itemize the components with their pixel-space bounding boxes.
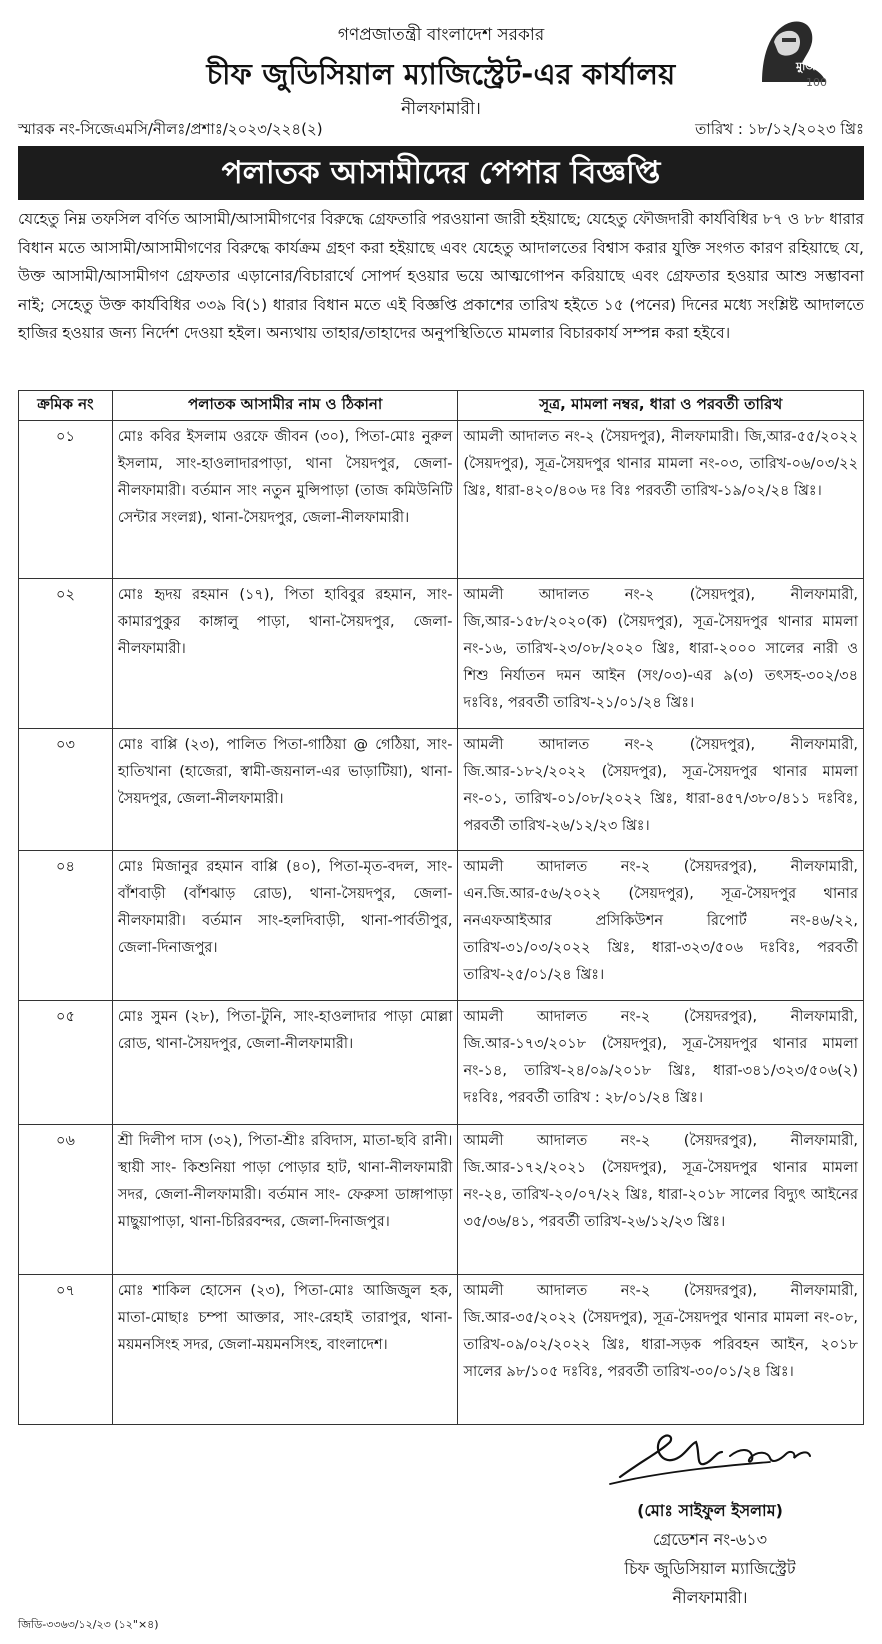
accused-cell: মোঃ কবির ইসলাম ওরফে জীবন (৩০), পিতা-মোঃ নুরুল ইসলাম, সাং-হাওলাদারপাড়া, থানা সৈয়দপুর, জেলা-নীলফামারী। বর্তমান সাং নতুন মুন্সিপাড়া (তাজ কমিউনিটি সেন্টার সংলগ্ন), থানা-সৈয়দপুর, জেলা-নীলফামারী।	[112, 421, 458, 579]
table-row	[19, 579, 864, 729]
table-row	[19, 851, 864, 1001]
header-accused: পলাতক আসামীর নাম ও ঠিকানা	[112, 391, 458, 421]
accused-cell: শ্রী দিলীপ দাস (৩২), পিতা-শ্রীঃ রবিদাস, মাতা-ছবি রানী। স্থায়ী সাং- কিশুনিয়া পাড়া পোড়ার হাট, থানা-নীলফামারী সদর, জেলা-নীলফামারী। বর্তমান সাং- ফেরুসা ডাঙ্গাপাড়া মাছুয়াপাড়া, থানা-চিরিরবন্দর, জেলা-দিনাজপুর।	[112, 1125, 458, 1275]
table-row	[19, 1001, 864, 1125]
handwritten-signature-icon	[600, 1422, 830, 1492]
serial-cell: ০২	[19, 579, 113, 729]
header-serial: ক্রমিক নং	[19, 391, 113, 421]
serial-cell: ০৩	[19, 729, 113, 851]
district-name: নীলফামারী।	[401, 99, 481, 119]
serial-cell: ০৬	[19, 1125, 113, 1275]
absconding-accused-table	[18, 390, 864, 1425]
table-header-row	[19, 391, 864, 421]
svg-text:মুজিব: মুজিব	[796, 60, 822, 73]
serial-cell: ০৪	[19, 851, 113, 1001]
case-cell: আমলী আদালত নং-২ (সৈয়দরপুর), নীলফামারী, এন.জি.আর-৫৬/২০২২ (সৈয়দপুর), সূত্র-সৈয়দপুর থানার ননএফআইআর প্রসিকিউশন রিপোর্ট নং-৪৬/২২, তারিখ-৩১/০৩/২০২২ খ্রিঃ, ধারা-৩২৩/৫০৬ দঃবিঃ, পরবর্তী তারিখ-২৫/০১/২৪ খ্রিঃ।	[458, 851, 864, 1001]
signatory-place: নীলফামারী।	[672, 1588, 748, 1607]
accused-cell: মোঃ হৃদয় রহমান (১৭), পিতা হাবিবুর রহমান, সাং-কামারপুকুর কাঙ্গালু পাড়া, থানা-সৈয়দপুর, জেলা-নীলফামারী।	[112, 579, 458, 729]
accused-cell: মোঃ মিজানুর রহমান বাপ্পি (৪০), পিতা-মৃত-বদল, সাং-বাঁশবাড়ী (বাঁশঝাড় রোড), থানা-সৈয়দপুর, জেলা-নীলফামারী। বর্তমান সাং-হলদিবাড়ী, থানা-পার্বতীপুর, জেলা-দিনাজপুর।	[112, 851, 458, 1001]
table-row	[19, 1125, 864, 1275]
accused-cell: মোঃ সুমন (২৮), পিতা-টুনি, সাং-হাওলাদার পাড়া মোল্লা রোড, থানা-সৈয়দপুর, জেলা-নীলফামারী।	[112, 1001, 458, 1125]
case-cell: আমলী আদালত নং-২ (সৈয়দপুর), নীলফামারী, জি.আর-১৮২/২০২২ (সৈয়দপুর), সূত্র-সৈয়দপুর থানার মামলা নং-০১, তারিখ-০১/০৮/২০২২ খ্রিঃ, ধারা-৪৫৭/৩৮০/৪১১ দঃবিঃ, পরবর্তী তারিখ-২৬/১২/২৩ খ্রিঃ।	[458, 729, 864, 851]
case-cell: আমলী আদালত নং-২ (সৈয়দপুর), নীলফামারী। জি,আর-৫৫/২০২২ (সৈয়দপুর), সূত্র-সৈয়দপুর থানার মামলা নং-০৩, তারিখ-০৬/০৩/২২ খ্রিঃ, ধারা-৪২০/৪০৬ দঃ বিঃ পরবর্তী তারিখ-১৯/০২/২৪ খ্রিঃ।	[458, 421, 864, 579]
accused-cell: মোঃ বাপ্পি (২৩), পালিত পিতা-গাঠিয়া @ গেঠিয়া, সাং-হাতিখানা (হাজেরা, স্বামী-জয়নাল-এর ভাড়াটিয়া), থানা-সৈয়দপুর, জেলা-নীলফামারী।	[112, 729, 458, 851]
signatory-designation: চিফ জুডিসিয়াল ম্যাজিস্ট্রেট	[624, 1559, 796, 1578]
serial-cell: ০৫	[19, 1001, 113, 1125]
memo-number: স্মারক নং-সিজেএমসি/নীলঃ/প্রশাঃ/২০২৩/২২৪(২)	[18, 120, 323, 138]
publication-code: জিডি-৩৩৬৩/১২/২৩ (১২"×৪)	[18, 1618, 159, 1631]
letterhead	[0, 8, 882, 119]
notice-body: যেহেতু নিম্ন তফসিল বর্ণিত আসামী/আসামীগণের বিরুদ্ধে গ্রেফতারি পরওয়ানা জারী হইয়াছে; যেহেতু ফৌজদারী কার্যবিধির ৮৭ ও ৮৮ ধারার বিধান মতে আসামী/আসামীগণের বিরুদ্ধে কার্যক্রম গ্রহণ করা হইয়াছে এবং যেহেতু আদালতের বিশ্বাস করার যুক্তি সংগত কারণ রহিয়াছে যে, উক্ত আসামী/আসামীগণ গ্রেফতার এড়ানোর/বিচারার্থে সোপর্দ হওয়ার ভয়ে আত্মগোপন করিয়াছে এবং গ্রেফতার হওয়ার আশু সম্ভাবনা নাই; সেহেতু উক্ত কার্যবিধির ৩৩৯ বি(১) ধারার বিধান মতে এই বিজ্ঞপ্তি প্রকাশের তারিখ হইতে ১৫ (পনের) দিনের মধ্যে সংশ্লিষ্ট আদালতে হাজির হওয়ার জন্য নির্দেশ দেওয়া হইল। অন্যথায় তাহার/তাহাদের অনুপস্থিতিতে মামলার বিচারকার্য সম্পন্ন করা হইবে।	[18, 210, 864, 342]
signatory-name: (মোঃ সাইফুল ইসলাম)	[637, 1501, 783, 1520]
signatory-gradation: গ্রেডেশন নং-৬১৩	[652, 1530, 768, 1549]
serial-cell: ০৭	[19, 1275, 113, 1425]
case-cell: আমলী আদালত নং-২ (সৈয়দরপুর), নীলফামারী, জি.আর-১৭৩/২০১৮ (সৈয়দপুর), সূত্র-সৈয়দপুর থানার মামলা নং-১৪, তারিখ-২৪/০৯/২০১৮ খ্রিঃ, ধারা-৩৪১/৩২৩/৫০৬(২) দঃবিঃ, পরবর্তী তারিখ : ২৮/০১/২৪ খ্রিঃ।	[458, 1001, 864, 1125]
table-row	[19, 729, 864, 851]
signatory-block	[560, 1496, 860, 1612]
government-name: গণপ্রজাতন্ত্রী বাংলাদেশ সরকার	[337, 25, 545, 45]
table-row	[19, 1275, 864, 1425]
serial-cell: ০১	[19, 421, 113, 579]
mujib-borsho-logo-icon	[752, 12, 836, 90]
case-cell: আমলী আদালত নং-২ (সৈয়দরপুর), নীলফামারী, জি.আর-৩৫/২০২২ (সৈয়দপুর), সূত্র-সৈয়দপুর থানার মামলা নং-০৮, তারিখ-০৯/০২/২০২২ খ্রিঃ, ধারা-সড়ক পরিবহন আইন, ২০১৮ সালের ৯৮/১০৫ দঃবিঃ, পরবর্তী তারিখ-৩০/০১/২৪ খ্রিঃ।	[458, 1275, 864, 1425]
table-row	[19, 421, 864, 579]
office-name: চীফ জুডিসিয়াল ম্যাজিস্ট্রেট-এর কার্যালয়	[206, 57, 676, 91]
header-case: সূত্র, মামলা নম্বর, ধারা ও পরবর্তী তারিখ	[458, 391, 864, 421]
svg-text:100: 100	[806, 76, 827, 89]
memo-date: তারিখ : ১৮/১২/২০২৩ খ্রিঃ	[695, 120, 864, 138]
accused-cell: মোঃ শাকিল হোসেন (২৩), পিতা-মোঃ আজিজুল হক, মাতা-মোছাঃ চম্পা আক্তার, সাং-রেহাই তারাপুর, থানা-ময়মনসিংহ সদর, জেলা-ময়মনসিংহ, বাংলাদেশ।	[112, 1275, 458, 1425]
notice-title: পলাতক আসামীদের পেপার বিজ্ঞপ্তি	[18, 146, 864, 200]
reference-line	[18, 118, 864, 142]
case-cell: আমলী আদালত নং-২ (সৈয়দপুর), নীলফামারী, জি,আর-১৫৮/২০২০(ক) (সৈয়দপুর), সূত্র-সৈয়দপুর থানার মামলা নং-১৬, তারিখ-২৩/০৮/২০২০ খ্রিঃ, ধারা-২০০০ সালের নারী ও শিশু নির্যাতন দমন আইন (সং/০৩)-এর ৯(৩) তৎসহ-৩০২/৩৪ দঃবিঃ, পরবর্তী তারিখ-২১/০১/২৪ খ্রিঃ।	[458, 579, 864, 729]
case-cell: আমলী আদালত নং-২ (সৈয়দরপুর), নীলফামারী, জি.আর-১৭২/২০২১ (সৈয়দপুর), সূত্র-সৈয়দপুর থানার মামলা নং-২৪, তারিখ-২০/০৭/২২ খ্রিঃ, ধারা-২০১৮ সালের বিদ্যুৎ আইনের ৩৫/৩৬/৪১, পরবর্তী তারিখ-২৬/১২/২৩ খ্রিঃ।	[458, 1125, 864, 1275]
